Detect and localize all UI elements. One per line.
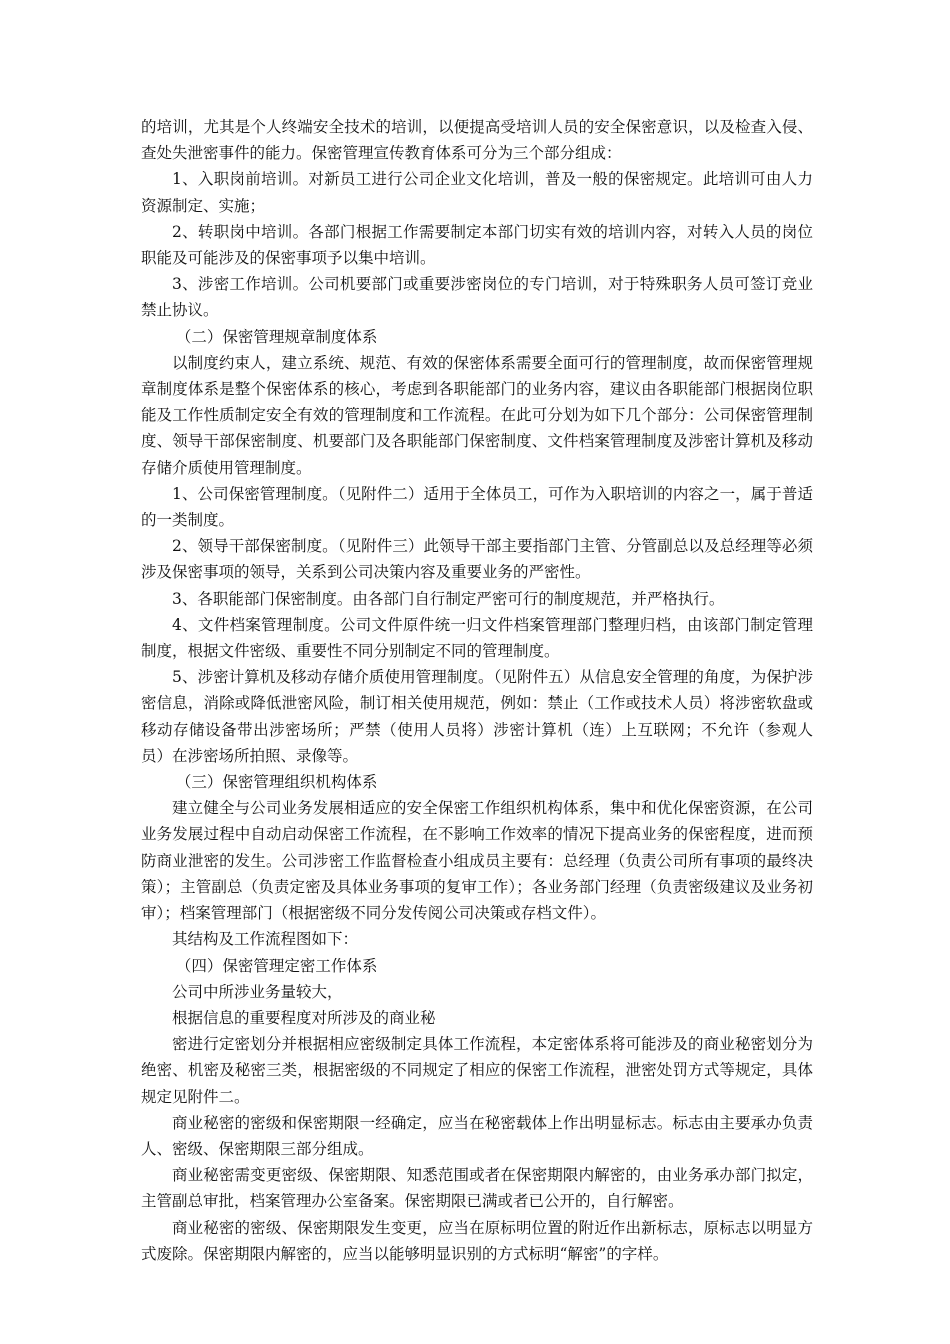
paragraph: 其结构及工作流程图如下： [172,930,359,949]
paragraph: 3、各职能部门保密制度。由各部门自行制定严密可行的制度规范，并严格执行。 [172,589,725,608]
paragraph: 5、涉密计算机及移动存储介质使用管理制度。（见附件五）从信息安全管理的角度，为保护涉密信息，消除或降低泄密风险，制订相关使用规范，例如：禁止（工作或技术人员）将涉密软盘或移动存储设备带出涉密场所；严禁（使用人员将）涉密计算机（连）上互联网；不允许（参观人员）在涉密场所拍照、录像等。 [141,668,813,765]
paragraph: 3、涉密工作培训。公司机要部门或重要涉密岗位的专门培训，对于特殊职务人员可签订竞业禁止协议。 [141,275,813,320]
paragraph: 的培训，尤其是个人终端安全技术的培训，以便提高受培训人员的安全保密意识，以及检查入侵、查处失泄密事件的能力。保密管理宣传教育体系可分为三个部分组成： [141,118,813,163]
paragraph: 密进行定密划分并根据相应密级制定具体工作流程，本定密体系将可能涉及的商业秘密划分为绝密、机密及秘密三类，根据密级的不同规定了相应的保密工作流程，泄密处罚方式等规定，具体规定见附件二。 [141,1035,813,1106]
paragraph: 2、转职岗中培训。各部门根据工作需要制定本部门切实有效的培训内容，对转入人员的岗位职能及可能涉及的保密事项予以集中培训。 [141,222,813,268]
paragraph: 4、文件档案管理制度。公司文件原件统一归文件档案管理部门整理归档，由该部门制定管理制度，根据文件密级、重要性不同分别制定不同的管理制度。 [141,615,813,661]
paragraph: 建立健全与公司业务发展相适应的安全保密工作组织机构体系，集中和优化保密资源，在公司业务发展过程中自动启动保密工作流程，在不影响工作效率的情况下提高业务的保密程度，进而预防商业泄密的发生。公司涉密工作监督检查小组成员主要有：总经理（负责公司所有事项的最终决策）；主管副总（负责定密及具体业务事项的复审工作）；各业务部门经理（负责密级建议及业务初审）；档案管理部门（根据密级不同分发传阅公司决策或存档文件）。 [141,799,813,923]
paragraph: 以制度约束人，建立系统、规范、有效的保密体系需要全面可行的管理制度，故而保密管理规章制度体系是整个保密体系的核心，考虑到各职能部门的业务内容，建议由各职能部门根据岗位职能及工作性质制定安全有效的管理制度和工作流程。在此可分划为如下几个部分：公司保密管理制度、领导干部保密制度、机要部门及各职能部门保密制度、文件档案管理制度及涉密计算机及移动存储介质使用管理制度。 [141,353,813,477]
paragraph: 根据信息的重要程度对所涉及的商业秘 [172,1008,436,1027]
section-heading: （二）保密管理规章制度体系 [175,327,378,346]
paragraph: 商业秘密需变更密级、保密期限、知悉范围或者在保密期限内解密的，由业务承办部门拟定，主管副总审批，档案管理办公室备案。保密期限已满或者已公开的，自行解密。 [141,1166,813,1211]
paragraph: 1、公司保密管理制度。（见附件二）适用于全体员工，可作为入职培训的内容之一，属于普适的一类制度。 [141,484,813,530]
paragraph: 商业秘密的密级、保密期限发生变更，应当在原标明位置的附近作出新标志，原标志以明显方式废除。保密期限内解密的，应当以能够明显识别的方式标明“解密”的字样。 [141,1218,813,1263]
paragraph: 2、领导干部保密制度。（见附件三）此领导干部主要指部门主管、分管副总以及总经理等必须涉及保密事项的领导，关系到公司决策内容及重要业务的严密性。 [141,537,813,582]
section-heading: （四）保密管理定密工作体系 [175,956,378,975]
paragraph: 公司中所涉业务量较大， [172,982,343,1001]
document-body [141,114,813,1267]
section-heading: （三）保密管理组织机构体系 [175,773,378,792]
paragraph: 商业秘密的密级和保密期限一经确定，应当在秘密载体上作出明显标志。标志由主要承办负责人、密级、保密期限三部分组成。 [141,1113,813,1158]
paragraph: 1、入职岗前培训。对新员工进行公司企业文化培训，普及一般的保密规定。此培训可由人力资源制定、实施； [141,170,813,215]
